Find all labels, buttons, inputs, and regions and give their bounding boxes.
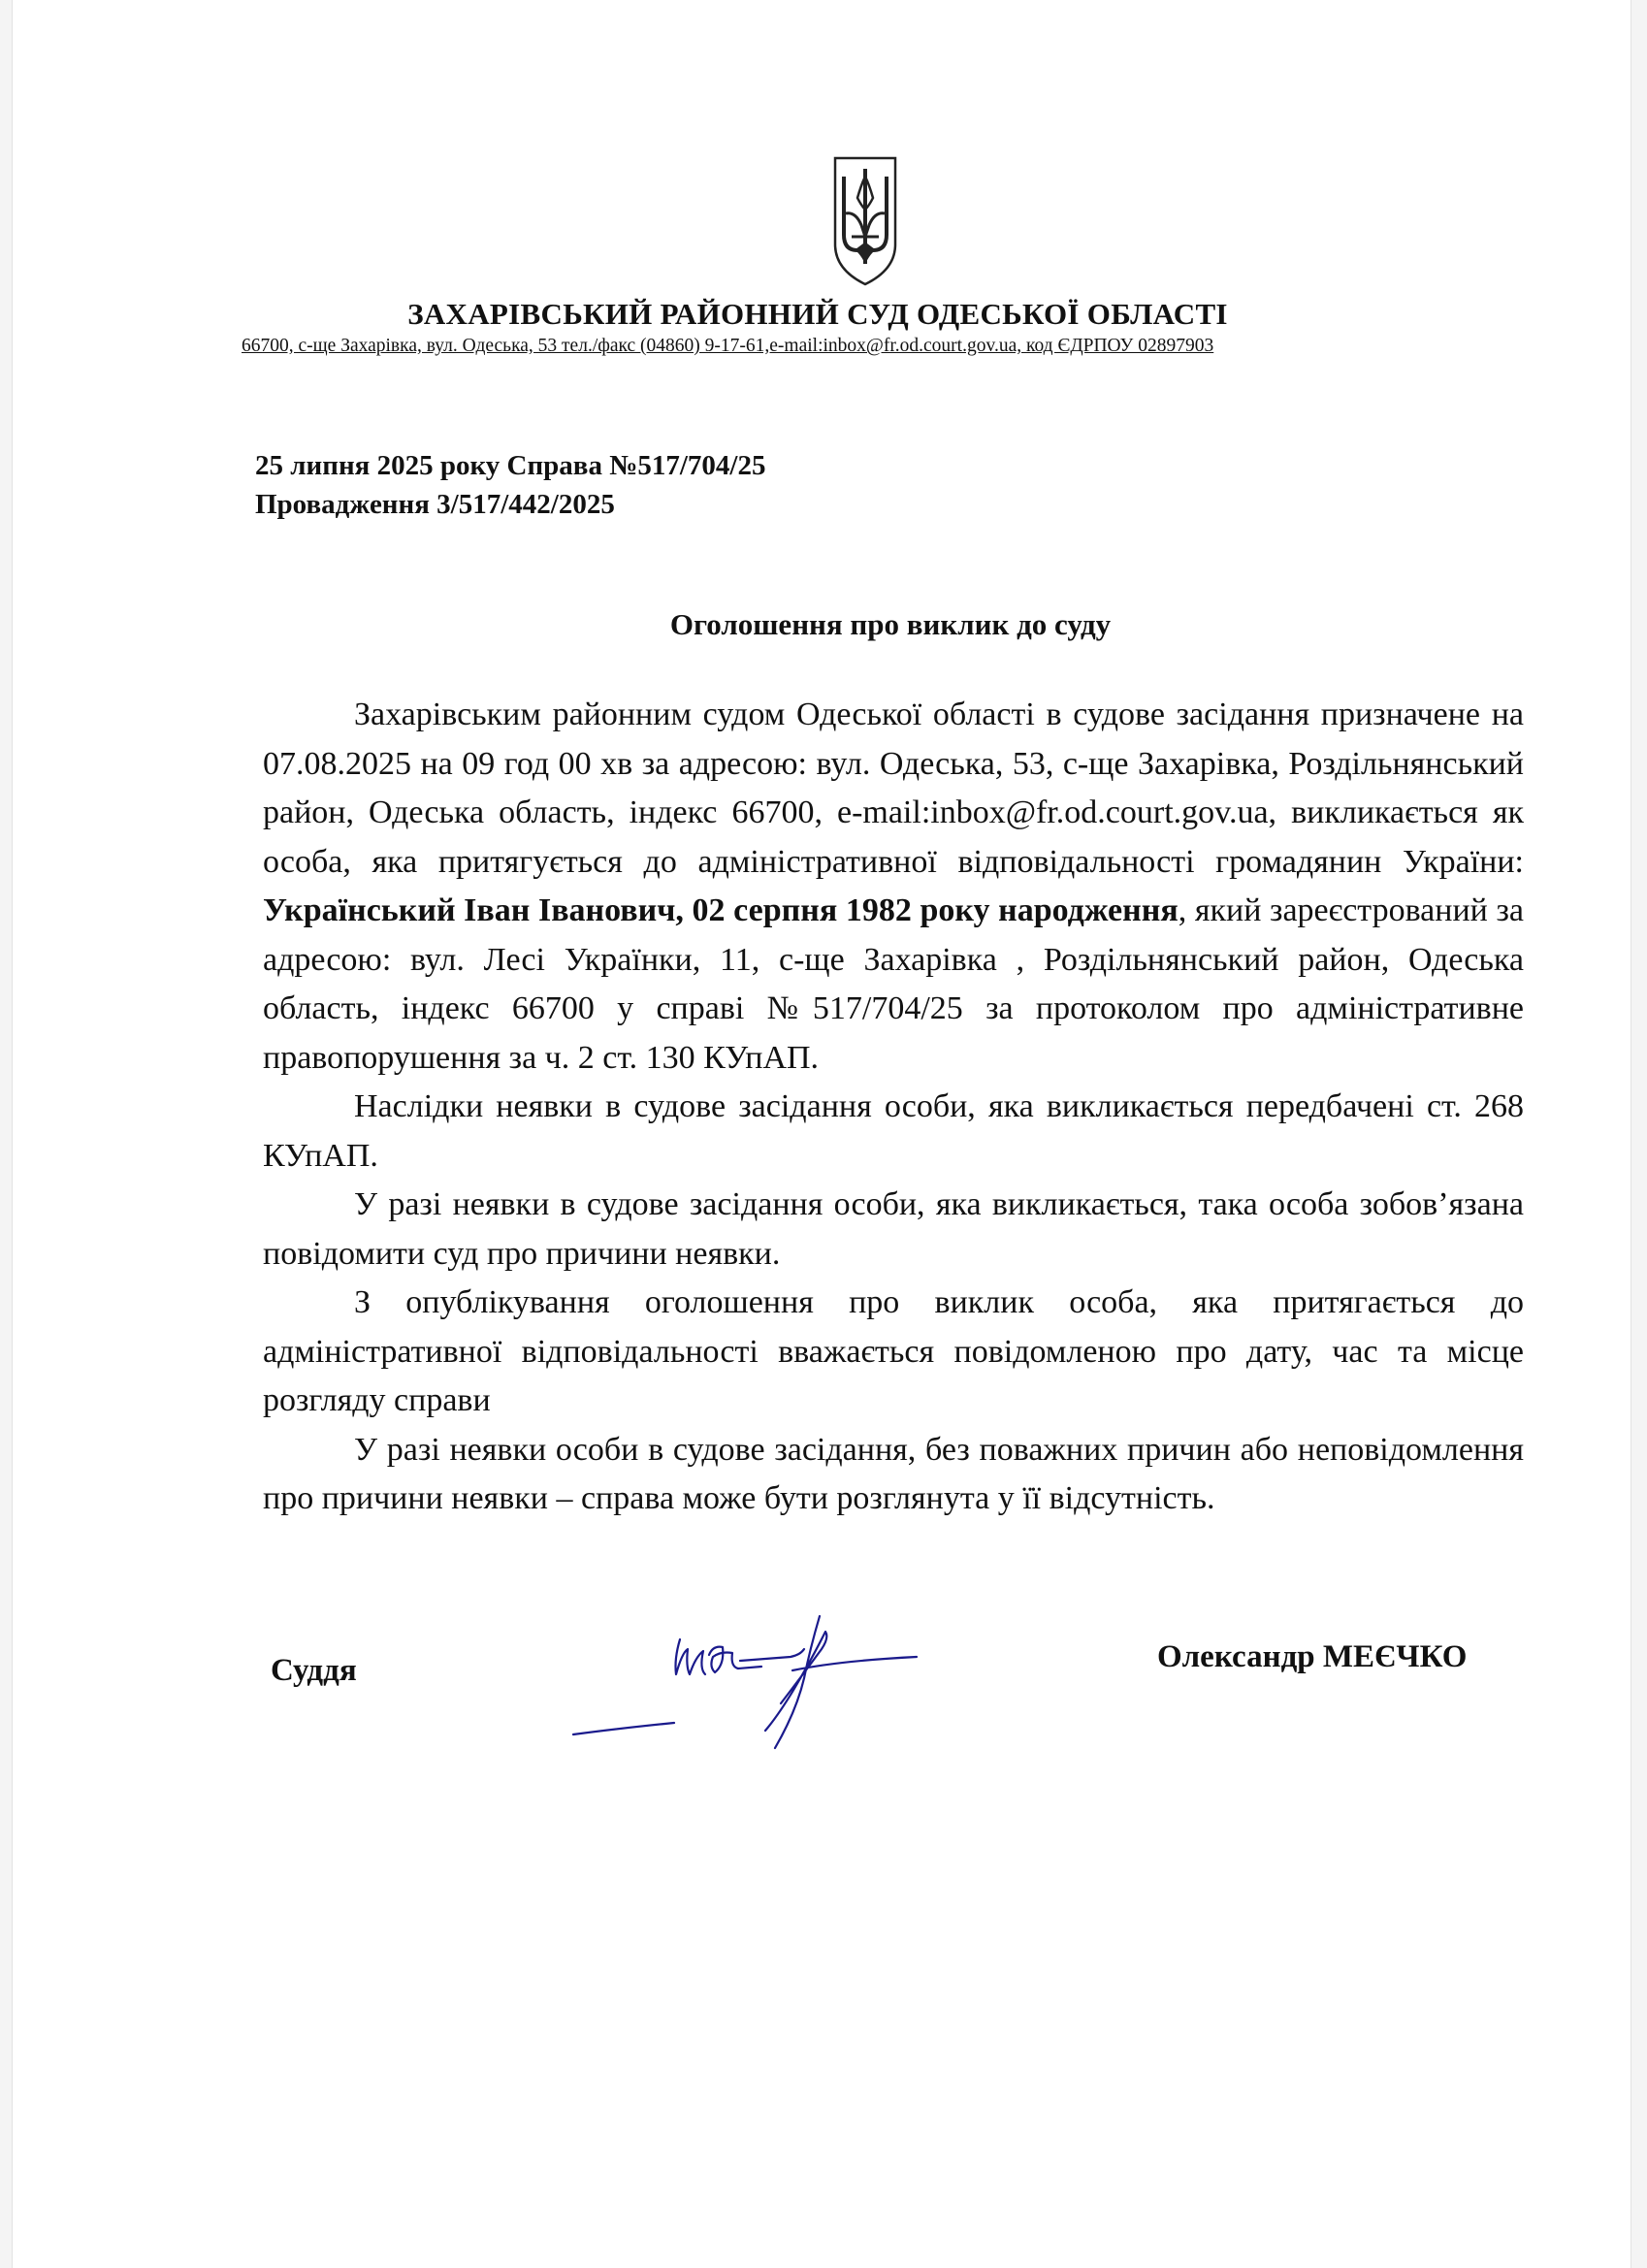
proceeding-number: Провадження 3/517/442/2025 xyxy=(255,489,615,520)
paragraph-publication: З опублікування оголошення про виклик особа, яка притягається до адміністративної відповідальності вважається повідомленою про дату, час та місце розгляду справи xyxy=(263,1284,1524,1418)
paragraph-consequences: Наслідки неявки в судове засідання особи, яка викликається передбачені ст. 268 КУпАП. xyxy=(263,1088,1524,1174)
case-info xyxy=(255,446,765,524)
paragraph-summons-end: , який зареєстрований за адресою: вул. Лесі Українки, 11, с-ще Захарівка , Роздільнянський район, Одеська область, індекс 66700 у справі №517/704/25 за протоколом про адміністративне правопорушення за ч. 2 ст. 130 КУпАП. xyxy=(263,892,1525,1076)
judge-name: Олександр МЕЄЧКО xyxy=(1157,1639,1468,1674)
handwritten-signature xyxy=(567,1610,926,1756)
trident-icon xyxy=(832,155,898,287)
judge-role: Суддя xyxy=(271,1653,357,1688)
court-name: ЗАХАРІВСЬКИЙ РАЙОННИЙ СУД ОДЕСЬКОЇ ОБЛАСТІ xyxy=(407,297,1228,331)
paragraph-notify-duty: У разі неявки в судове засідання особи, яка викликається, така особа зобов’язана повідомити суд про причини неявки. xyxy=(263,1186,1524,1272)
court-address: 66700, с-ще Захарівка, вул. Одеська, 53 тел./факс (04860) 9-17-61,e-mail:inbox@fr.od.court.gov.ua, код ЄДРПОУ 02897903 xyxy=(242,336,1214,356)
notice-body xyxy=(263,691,1524,1524)
paragraph-summons xyxy=(263,691,1524,1083)
document-page xyxy=(12,0,1631,2268)
paragraph-summons-start: Захарівським районним судом Одеської області в судове засідання призначене на 07.08.2025 на 09 год 00 хв за адресою: вул. Одеська, 53, с-ще Захарівка, Роздільнянський район, Одеська область, індекс 66700, e-mail:inbox@fr.od.court.gov.ua, викликається як особа, яка притягується до адміністративної відповідальності громадянин України: xyxy=(263,697,1524,880)
notice-title: Оголошення про виклик до суду xyxy=(669,607,1112,641)
paragraph-absence: У разі неявки особи в судове засідання, без поважних причин або неповідомлення про причини неявки – справа може бути розглянута у її відсутність. xyxy=(263,1431,1524,1516)
summoned-person: Український Іван Іванович, 02 серпня 1982 року народження xyxy=(263,892,1179,928)
case-date-number: 25 липня 2025 року Справа №517/704/25 xyxy=(255,450,766,481)
